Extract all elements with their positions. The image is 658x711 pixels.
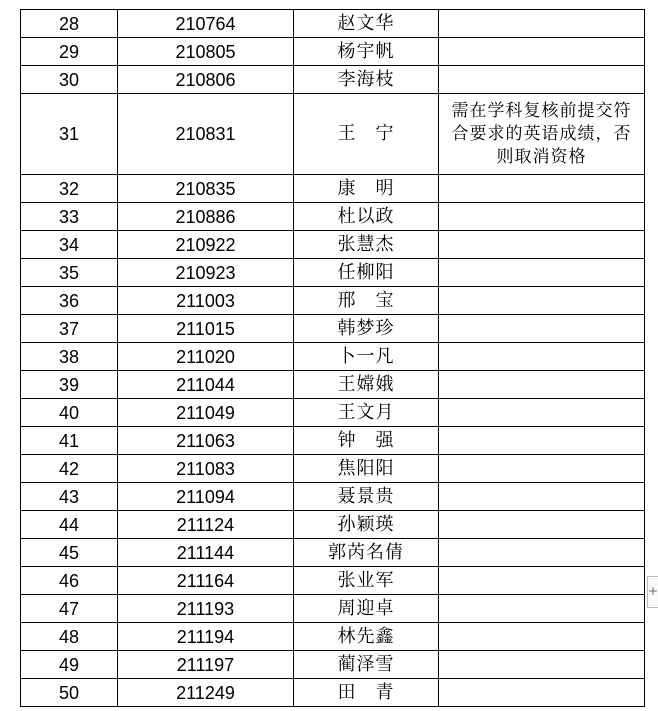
name-cell: 康 明 [294, 175, 439, 203]
note-cell [439, 175, 645, 203]
table-row [21, 455, 645, 483]
table-row [21, 651, 645, 679]
student-id-cell: 210835 [118, 175, 294, 203]
note-cell [439, 651, 645, 679]
row-number-cell: 38 [21, 343, 118, 371]
note-cell [439, 371, 645, 399]
student-id-cell: 211015 [118, 315, 294, 343]
name-cell: 王嫦娥 [294, 371, 439, 399]
student-id-cell: 210805 [118, 38, 294, 66]
note-cell [439, 511, 645, 539]
row-number-cell: 30 [21, 66, 118, 94]
name-cell: 杜以政 [294, 203, 439, 231]
student-id-cell: 211083 [118, 455, 294, 483]
row-number-cell: 35 [21, 259, 118, 287]
document-table-container [20, 9, 645, 707]
side-expand-icon[interactable]: + [647, 576, 658, 608]
name-cell: 李海枝 [294, 66, 439, 94]
student-id-cell: 211049 [118, 399, 294, 427]
student-id-cell: 210831 [118, 94, 294, 175]
table-row [21, 483, 645, 511]
name-cell: 邢 宝 [294, 287, 439, 315]
row-number-cell: 31 [21, 94, 118, 175]
table-row [21, 287, 645, 315]
student-id-cell: 211194 [118, 623, 294, 651]
table-row [21, 10, 645, 38]
note-cell [439, 287, 645, 315]
note-cell [439, 567, 645, 595]
note-cell [439, 539, 645, 567]
name-cell: 任柳阳 [294, 259, 439, 287]
student-id-cell: 211164 [118, 567, 294, 595]
name-cell: 周迎卓 [294, 595, 439, 623]
note-cell [439, 94, 645, 175]
name-cell: 王文月 [294, 399, 439, 427]
note-cell [439, 595, 645, 623]
student-id-cell: 211003 [118, 287, 294, 315]
row-number-cell: 49 [21, 651, 118, 679]
row-number-cell: 48 [21, 623, 118, 651]
name-cell: 焦阳阳 [294, 455, 439, 483]
table-row [21, 567, 645, 595]
note-cell [439, 203, 645, 231]
row-number-cell: 29 [21, 38, 118, 66]
row-number-cell: 50 [21, 679, 118, 707]
name-cell: 王 宁 [294, 94, 439, 175]
table-body [21, 10, 645, 707]
note-cell [439, 343, 645, 371]
table-row [21, 595, 645, 623]
name-cell: 聂景贵 [294, 483, 439, 511]
row-number-cell: 41 [21, 427, 118, 455]
note-cell [439, 10, 645, 38]
note-cell [439, 66, 645, 94]
row-number-cell: 37 [21, 315, 118, 343]
student-id-cell: 211193 [118, 595, 294, 623]
student-id-cell: 211124 [118, 511, 294, 539]
table-row [21, 66, 645, 94]
row-number-cell: 44 [21, 511, 118, 539]
table-row [21, 623, 645, 651]
table-row [21, 679, 645, 707]
note-cell [439, 259, 645, 287]
name-cell: 郭芮名倩 [294, 539, 439, 567]
table-row [21, 371, 645, 399]
name-cell: 韩梦珍 [294, 315, 439, 343]
student-id-cell: 210923 [118, 259, 294, 287]
name-cell: 孙颖瑛 [294, 511, 439, 539]
row-number-cell: 45 [21, 539, 118, 567]
table-row [21, 259, 645, 287]
student-id-cell: 211197 [118, 651, 294, 679]
note-cell [439, 231, 645, 259]
student-id-cell: 211063 [118, 427, 294, 455]
table-row [21, 427, 645, 455]
table-row [21, 399, 645, 427]
student-id-cell: 211020 [118, 343, 294, 371]
name-cell: 林先鑫 [294, 623, 439, 651]
name-cell: 赵文华 [294, 10, 439, 38]
table-row [21, 231, 645, 259]
name-cell: 蔺泽雪 [294, 651, 439, 679]
name-cell: 张业军 [294, 567, 439, 595]
table-row [21, 94, 645, 175]
name-cell: 钟 强 [294, 427, 439, 455]
row-number-cell: 34 [21, 231, 118, 259]
table-row [21, 38, 645, 66]
note-cell [439, 427, 645, 455]
name-cell: 杨宇帆 [294, 38, 439, 66]
table-row [21, 175, 645, 203]
student-id-cell: 210764 [118, 10, 294, 38]
row-number-cell: 33 [21, 203, 118, 231]
table-row [21, 315, 645, 343]
table-row [21, 539, 645, 567]
student-id-cell: 211044 [118, 371, 294, 399]
row-number-cell: 42 [21, 455, 118, 483]
student-id-cell: 211094 [118, 483, 294, 511]
candidate-table [20, 9, 645, 707]
name-cell: 田 青 [294, 679, 439, 707]
row-number-cell: 39 [21, 371, 118, 399]
row-number-cell: 36 [21, 287, 118, 315]
row-number-cell: 47 [21, 595, 118, 623]
student-id-cell: 210806 [118, 66, 294, 94]
note-cell [439, 399, 645, 427]
note-cell [439, 623, 645, 651]
note-cell [439, 679, 645, 707]
row-number-cell: 46 [21, 567, 118, 595]
row-number-cell: 28 [21, 10, 118, 38]
table-row [21, 511, 645, 539]
note-cell [439, 315, 645, 343]
note-text: 需在学科复核前提交符合要求的英语成绩，否则取消资格 [451, 100, 632, 167]
note-cell [439, 483, 645, 511]
name-cell: 张慧杰 [294, 231, 439, 259]
student-id-cell: 211144 [118, 539, 294, 567]
row-number-cell: 32 [21, 175, 118, 203]
student-id-cell: 211249 [118, 679, 294, 707]
table-row [21, 203, 645, 231]
note-cell [439, 455, 645, 483]
student-id-cell: 210922 [118, 231, 294, 259]
table-row [21, 343, 645, 371]
note-cell [439, 38, 645, 66]
row-number-cell: 40 [21, 399, 118, 427]
row-number-cell: 43 [21, 483, 118, 511]
student-id-cell: 210886 [118, 203, 294, 231]
name-cell: 卜一凡 [294, 343, 439, 371]
